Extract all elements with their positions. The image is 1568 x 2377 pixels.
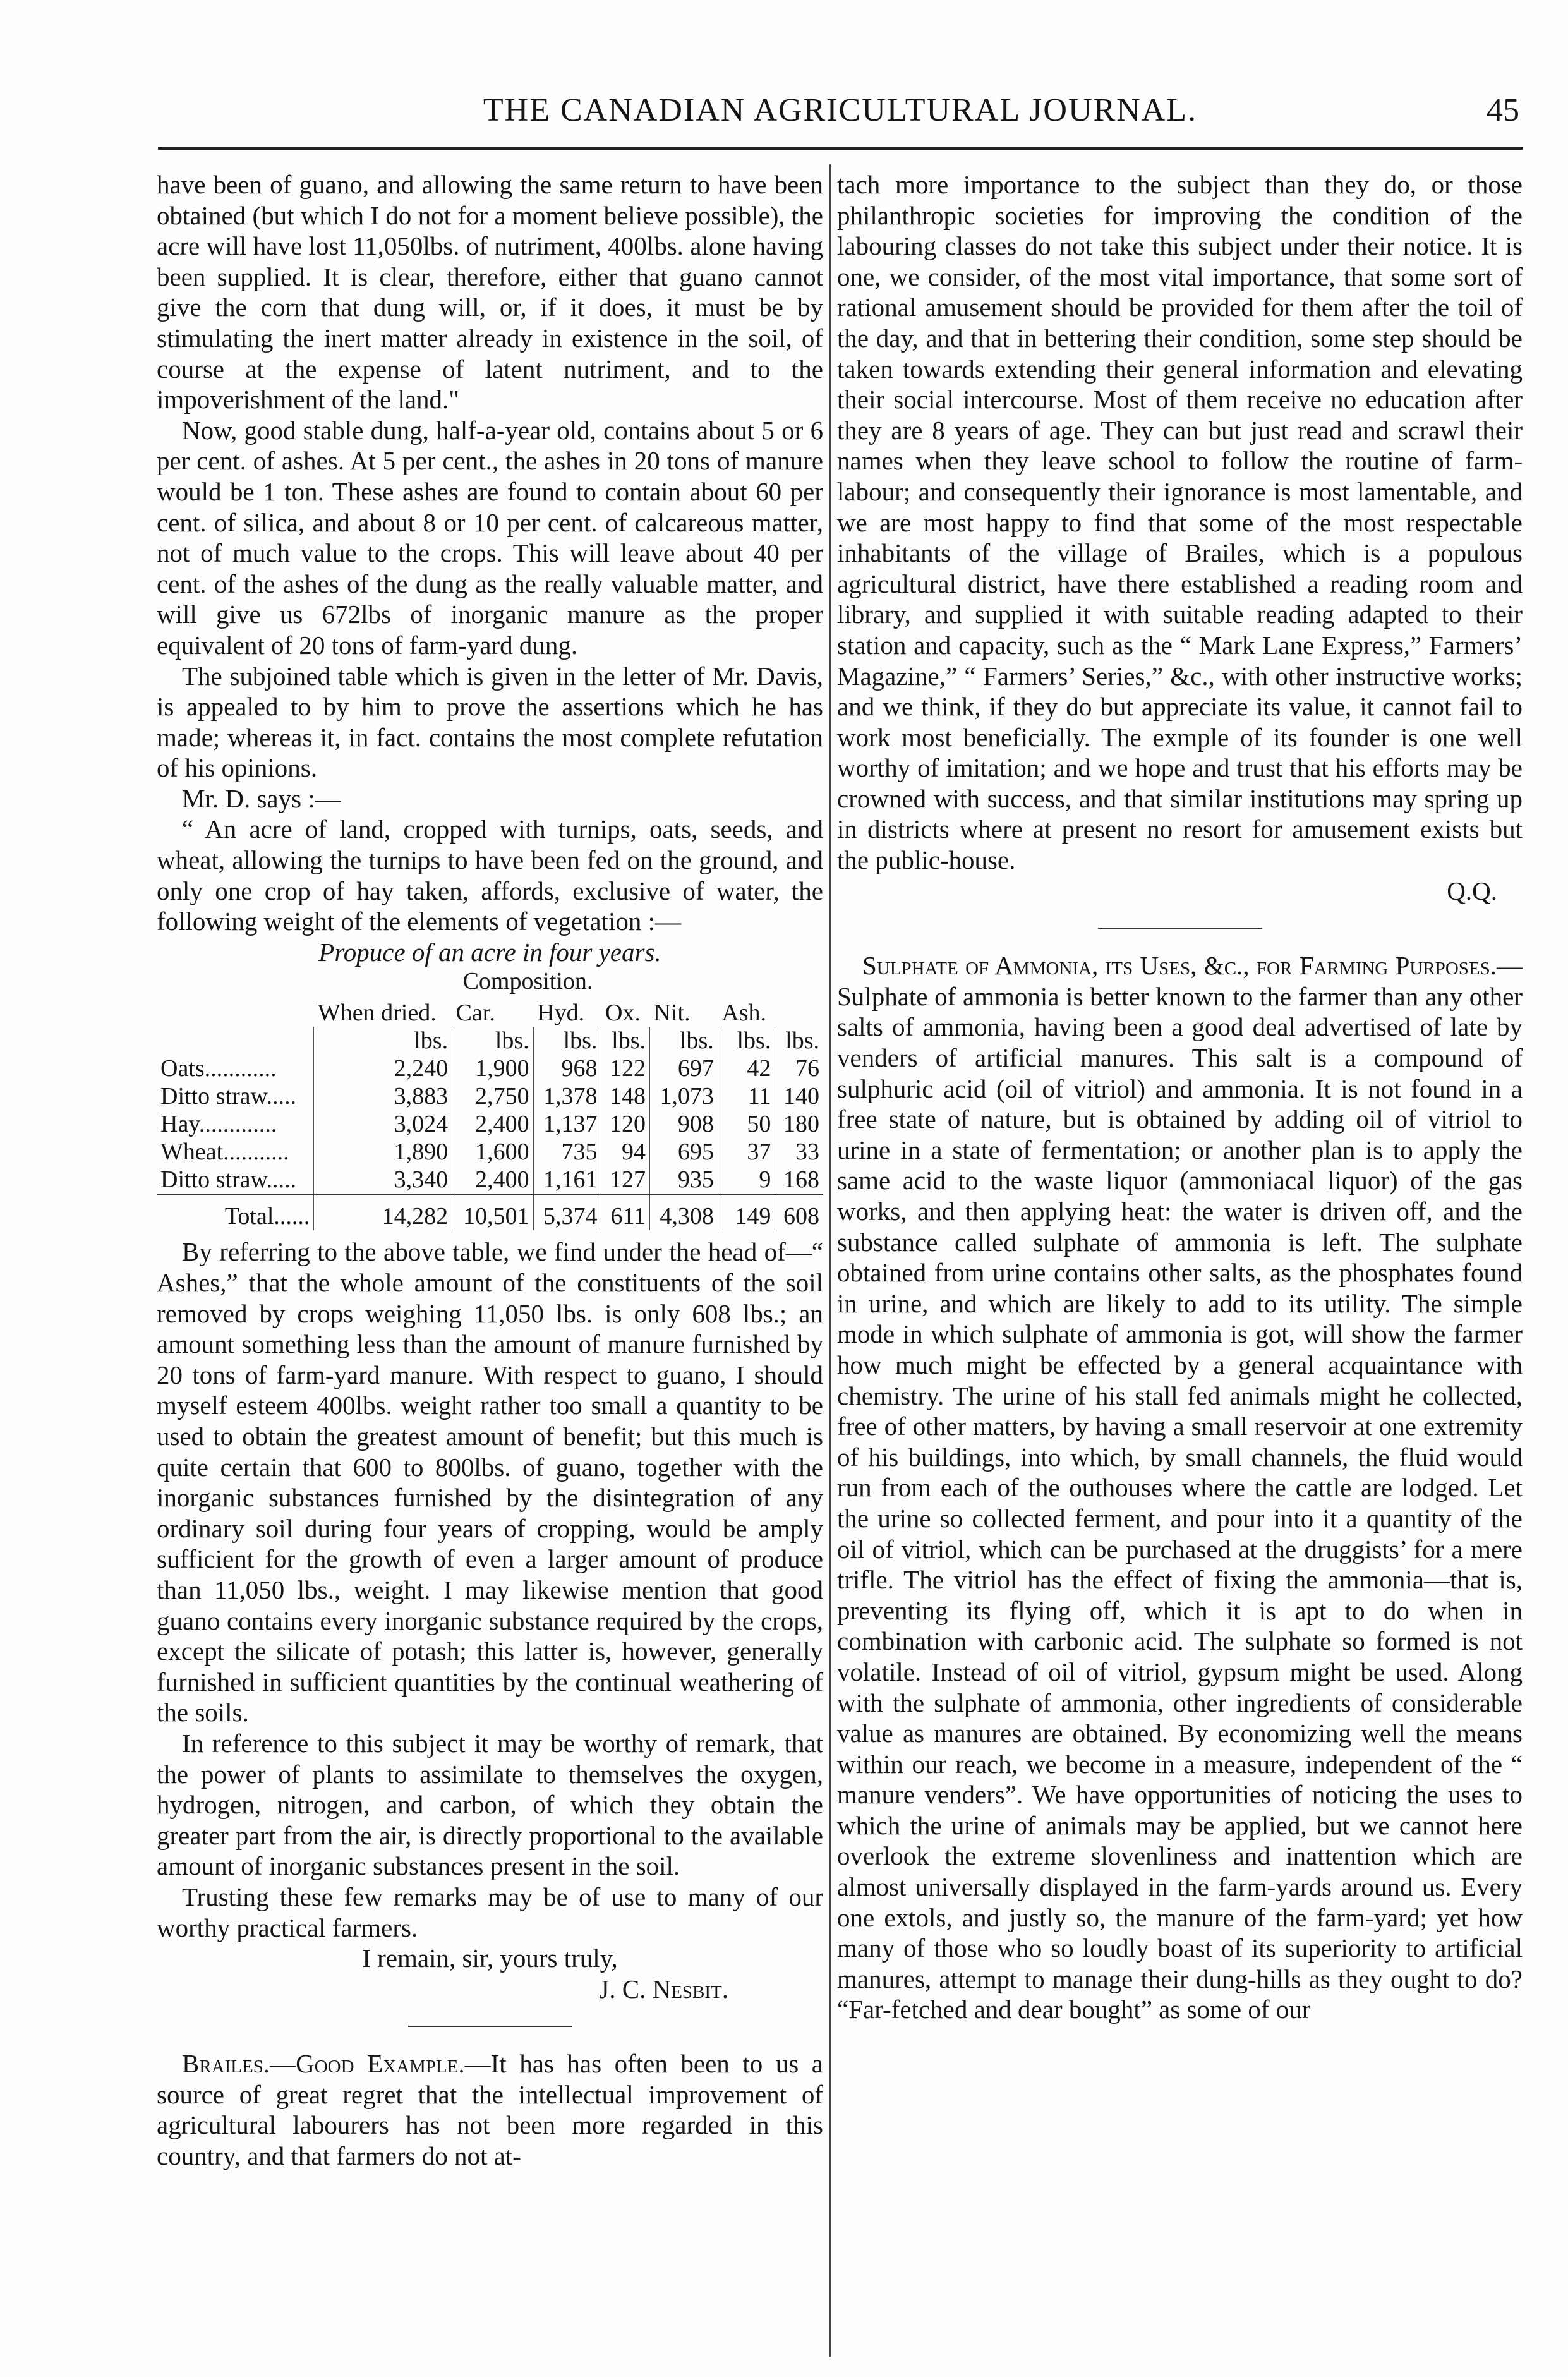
- table-header-cell: [157, 999, 314, 1027]
- table-row: Oats............ 2,240 1,900 968 122 697 42 76: [157, 1055, 823, 1082]
- article-text: —Sulphate of ammonia is better known to the farmer than any other salts of ammonia, having been a good deal advertised of late by venders of artificial manures. This salt is a compound of sulphuric acid (oil of vitriol) and ammonia. It is not found in a free state of nature, but is obtained by adding oil of vitriol to urine in a state of fermentation; or another plan is to apply the same acid to the waste liquor (ammoniacal liquor) of the gas works, and then applying heat: the water is driven off, and the substance called sulphate of ammonia is left. The sulphate obtained from urine contains other salts, as the phosphates found in urine, and which are likely to add to its utility. The simple mode in which sulphate of ammonia is got, will show the farmer how much might be effected by a general acquaintance with chemistry. The urine of his stall fed animals might he collected, free of other matters, by having a small reservoir at one extremity of his buildings, into which, by small channels, the fluid would run from each of the outhouses where the cattle are lodged. Let the urine so collected ferment, and pour into it a quantity of the oil of vitriol, which can be purchased at the druggists’ for a mere trifle. The vitriol has the effect of fixing the ammonia—that is, preventing its flying off, which it is apt to do when in combination with carbonic acid. The sulphate so formed is not volatile. Instead of oil of vitriol, gypsum might be used. Along with the sulphate of ammonia, other ingredients of considerable value as manures are obtained. By economizing well the means within our reach, we become in a measure, independent of the “ manure venders”. We have opportunities of noticing the uses to which the urine of animals may be applied, but we cannot here overlook the extreme slovenliness and inattention which are almost universally displayed in the farm-yards around us. Every one extols, and justly so, the manure of the farm-yard; yet how many of those who so loudly boast of its superiority to artificial manures, attempt to manage their dung-hills as they ought to do? “Far-fetched and dear bought” as some of our: [837, 951, 1523, 2024]
- article-heading: Sulphate of Ammonia, its Uses, &c., for Farming Purposes.: [862, 951, 1497, 981]
- paragraph: tach more importance to the subject than they do, or those philanthropic societies for improving the condition of the labouring classes do not take this subject under their notice. It is one, we consider, of the most vital importance, that some sort of rational amusement should be provided for them after the toil of the day, and that in bettering their condition, some step should be taken towards extending their general information and elevating their social intercourse. Most of them receive no education after they are 8 years of age. They can but just read and scrawl their names when they leave school to follow the routine of farm-labour; and consequently their ignorance is most lamentable, and we are most happy to find that some of the most respectable inhabitants of the village of Brailes, which is a populous agricultural district, have there established a reading room and library, and supplied it with suitable reading adapted to their station and capacity, such as the “ Mark Lane Express,” Farmers’ Magazine,” “ Farmers’ Series,” &c., with other instructive works; and we think, if they do but appreciate its value, it cannot fail to work most beneficially. The exmple of its founder is one well worthy of imitation; and we hope and trust that his efforts may be crowned with success, and that similar institutions may spring up in districts where at present no resort for amusement exists but the public-house.: [837, 170, 1523, 875]
- article-brailes: [157, 2048, 823, 2171]
- table-row: Wheat........... 1,890 1,600 735 94 695 37 33: [157, 1138, 823, 1166]
- paragraph: The subjoined table which is given in the letter of Mr. Davis, is appealed to by him to prove the assertions which he has made; whereas it, in fact. contains the most complete refutation of his opinions.: [157, 661, 823, 783]
- journal-title: THE CANADIAN AGRICULTURAL JOURNAL.: [483, 92, 1198, 128]
- row-label: Ditto straw.....: [160, 1083, 296, 1110]
- table-header-cell: Ox.: [605, 1000, 641, 1027]
- paragraph: Now, good stable dung, half-a-year old, contains about 5 or 6 per cent. of ashes. At 5 per cent., the ashes in 20 tons of manure would be 1 ton. These ashes are found to contain about 60 per cent. of silica, and about 8 or 10 per cent. of calcareous matter, not of much value to the crops. This will leave about 40 per cent. of the ashes of the dung as the really valuable matter, and will give us 672lbs of inorganic manure as the proper equivalent of 20 tons of farm-yard dung.: [157, 415, 823, 660]
- article-signoff: Q.Q.: [1447, 876, 1497, 905]
- table-total-row: Total...... 14,282 10,501 5,374 611 4,308 149 608: [157, 1194, 823, 1230]
- unit-cell: lbs.: [533, 1027, 601, 1055]
- unit-cell: lbs.: [650, 1027, 718, 1055]
- header-rule: [158, 147, 1523, 150]
- table-composition-label: Composition.: [462, 968, 593, 995]
- unit-cell: lbs.: [601, 1027, 650, 1055]
- composition-table: [157, 999, 823, 1230]
- paragraph: Mr. D. says :—: [182, 783, 341, 813]
- row-label: Wheat...........: [160, 1139, 289, 1166]
- unit-cell: lbs.: [718, 1027, 775, 1055]
- section-rule: [408, 2026, 572, 2027]
- unit-cell: lbs.: [775, 1027, 823, 1055]
- paragraph: By referring to the above table, we find under the head of—“ Ashes,” that the whole amount of the constituents of the soil removed by crops weighing 11,050 lbs. is only 608 lbs.; an amount something less than the amount of manure furnished by 20 tons of farm-yard manure. With respect to guano, I should myself esteem 400lbs. weight rather too small a quantity to be used to obtain the greatest amount of benefit; but this much is quite certain that 600 to 800lbs. of guano, together with the inorganic substances furnished by the disintegration of any ordinary soil during four years of cropping, would be amply sufficient for the growth of even a larger amount of produce than 11,050 lbs., weight. I may likewise mention that good guano contains every inorganic substance required by the crops, except the silicate of potash; this latter is, however, generally furnished in sufficient quantities by the continual weathering of the soils.: [157, 1237, 823, 1727]
- paragraph: “ An acre of land, cropped with turnips, oats, seeds, and wheat, allowing the turnips to have been fed on the ground, and only one crop of hay taken, affords, exclusive of water, the following weight of the elements of vegetation :—: [157, 814, 823, 936]
- table-row: Hay............. 3,024 2,400 1,137 120 908 50 180: [157, 1110, 823, 1138]
- article-text: —It has has often been to us a source of great regret that the intellectual improvement of agricultural labourers has not been more regarded in this country, and that farmers do not at-: [157, 2049, 823, 2171]
- column-divider: [829, 164, 831, 2357]
- left-column: [157, 169, 823, 2172]
- section-rule: [1098, 928, 1262, 929]
- table-row: Ditto straw..... 3,340 2,400 1,161 127 935 9 168: [157, 1166, 823, 1194]
- table-header-cell: Nit.: [653, 1000, 691, 1027]
- table-header-row: [157, 999, 823, 1027]
- unit-cell: lbs.: [452, 1027, 534, 1055]
- right-column: [837, 169, 1523, 2025]
- paragraph: have been of guano, and allowing the same return to have been obtained (but which I do not for a moment believe possible), the acre will have lost 11,050lbs. of nutriment, 400lbs. alone having been supplied. It is clear, therefore, either that guano cannot give the corn that dung will, or, if it does, it must be by stimulating the inert matter already in existence in the soil, of course at the expense of latent nutriment, and to the impoverishment of the land.": [157, 170, 823, 414]
- table-header-cell: Ash.: [721, 1000, 767, 1027]
- row-label: Oats............: [160, 1055, 277, 1082]
- letter-signature: J. C. Nesbit.: [599, 1974, 728, 2004]
- paragraph: In reference to this subject it may be worthy of remark, that the power of plants to assimilate to themselves the oxygen, hydrogen, nitrogen, and carbon, of which they obtain the greater part from the air, is directly proportional to the available amount of inorganic substances present in the soil.: [157, 1728, 823, 1881]
- page-header: [161, 92, 1519, 142]
- article-sulphate: [837, 950, 1523, 2025]
- table-caption: Propuce of an acre in four years.: [318, 937, 661, 967]
- unit-cell: lbs.: [314, 1027, 452, 1055]
- table-units-row: [157, 1027, 823, 1055]
- letter-closing: I remain, sir, yours truly,: [362, 1944, 618, 1973]
- row-label: Hay.............: [160, 1111, 277, 1138]
- table-header-cell: Car.: [455, 1000, 495, 1027]
- paragraph: Trusting these few remarks may be of use to many of our worthy practical farmers.: [157, 1882, 823, 1942]
- page-number: 45: [1487, 92, 1519, 128]
- row-label: Ditto straw.....: [160, 1166, 296, 1194]
- row-label: Total......: [157, 1194, 314, 1230]
- article-heading: Brailes.—Good Example.: [182, 2049, 465, 2079]
- table-header-cell: When dried.: [317, 1000, 437, 1027]
- table-header-cell: Hyd.: [537, 1000, 585, 1027]
- table-row: Ditto straw..... 3,883 2,750 1,378 148 1,073 11 140: [157, 1082, 823, 1110]
